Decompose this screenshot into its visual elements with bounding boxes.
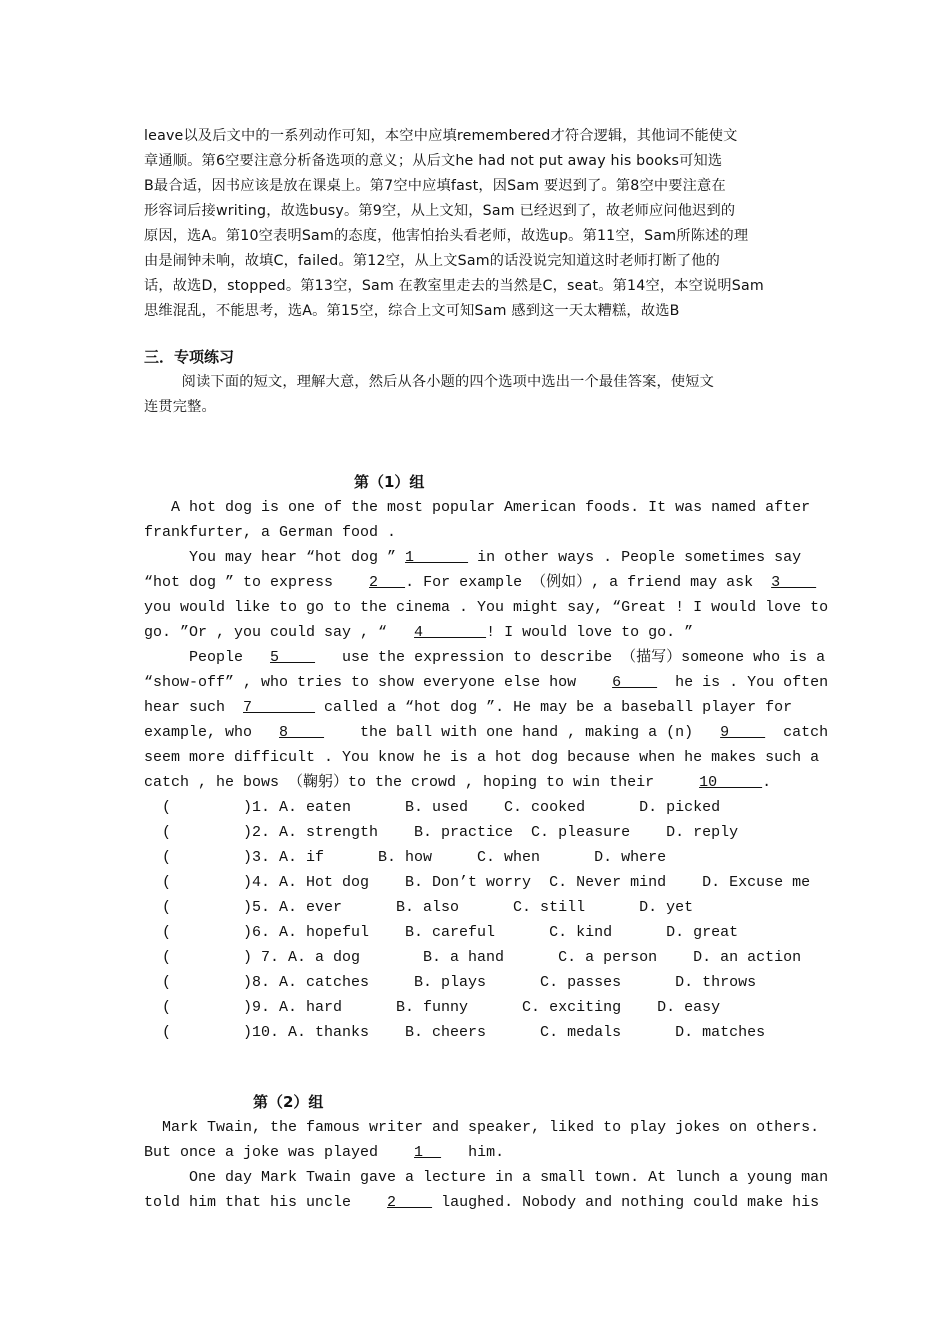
answer-blank: 10: [699, 774, 763, 791]
passage-line: A hot dog is one of the most popular American foods. It was named after: [144, 499, 811, 516]
answer-blank: 7: [243, 699, 316, 716]
passage-line: Mark Twain, the famous writer and speaker, liked to play jokes on others.: [144, 1119, 820, 1136]
question-row: ( )2. A. strength B. practice C. pleasure D. reply: [162, 824, 739, 841]
passage-line: example, who 8 the ball with one hand , making a (n) 9 catch: [144, 724, 829, 741]
passage-line: told him that his uncle 2 laughed. Nobody and nothing could make his: [144, 1194, 820, 1211]
text-line: 章通顺。第6空要注意分析备选项的意义；从后文he had not put away his books可知选: [144, 153, 723, 169]
question-row: ( ) 7. A. a dog B. a hand C. a person D. an action: [162, 949, 802, 966]
text-line: leave以及后文中的一系列动作可知，本空中应填remembered才符合逻辑，其他词不能使文: [144, 128, 738, 144]
question-row: ( )10. A. thanks B. cheers C. medals D. matches: [162, 1024, 766, 1041]
text-line: 由是闹钟未响，故填C，failed。第12空，从上文Sam的话没说完知道这时老师打断了他的: [144, 253, 720, 269]
answer-blank: 2: [369, 574, 406, 591]
passage-line: “show-off” , who tries to show everyone else how 6 he is . You often: [144, 674, 829, 691]
question-row: ( )3. A. if B. how C. when D. where: [162, 849, 667, 866]
passage-line: “hot dog ” to express 2 . For example （例如）, a friend may ask 3: [144, 574, 817, 591]
passage-line: catch , he bows （鞠躬）to the crowd , hoping to win their 10 .: [144, 774, 772, 791]
answer-blank: 4: [414, 624, 487, 641]
passage-line: hear such 7 called a “hot dog ”. He may be a baseball player for: [144, 699, 793, 716]
answer-blank: 5: [270, 649, 316, 666]
group-2-title: 第（2）组: [253, 1093, 324, 1111]
question-row: ( )4. A. Hot dog B. Don’t worry C. Never mind D. Excuse me: [162, 874, 811, 891]
text-line: 话，故选D，stopped。第13空，Sam 在教室里走去的当然是C，seat。第14空，本空说明Sam: [144, 278, 764, 294]
question-row: ( )8. A. catches B. plays C. passes D. throws: [162, 974, 757, 991]
text-line: 形容词后接writing，故选busy。第9空，从上文知，Sam 已经迟到了，故老师应问他迟到的: [144, 203, 736, 219]
passage-line: You may hear “hot dog ” 1 in other ways . People sometimes say: [144, 549, 802, 566]
answer-blank: 3: [771, 574, 817, 591]
answer-blank: 9: [720, 724, 766, 741]
answer-blank: 2: [387, 1194, 433, 1211]
passage-line: go. ”Or , you could say , “ 4 ! I would love to go. ”: [144, 624, 694, 641]
passage-line: you would like to go to the cinema . You might say, “Great ! I would love to: [144, 599, 829, 616]
question-row: ( )5. A. ever B. also C. still D. yet: [162, 899, 694, 916]
section-heading: 三．专项练习: [144, 348, 235, 366]
text-line: B最合适，因书应该是放在课桌上。第7空中应填fast，因Sam 要迟到了。第8空中要注意在: [144, 178, 726, 194]
question-row: ( )9. A. hard B. funny C. exciting D. easy: [162, 999, 721, 1016]
passage-line: People 5 use the expression to describe （描写）someone who is a: [144, 649, 826, 666]
text-line: 思维混乱，不能思考，选A。第15空，综合上文可知Sam 感到这一天太糟糕，故选B: [144, 303, 680, 319]
question-row: ( )6. A. hopeful B. careful C. kind D. great: [162, 924, 739, 941]
passage-line: frankfurter, a German food .: [144, 524, 397, 541]
passage-line: One day Mark Twain gave a lecture in a small town. At lunch a young man: [144, 1169, 829, 1186]
answer-blank: 1: [414, 1144, 442, 1161]
instruction-line: 连贯完整。: [144, 399, 216, 415]
answer-blank: 8: [279, 724, 325, 741]
answer-blank: 1: [405, 549, 469, 566]
text-line: 原因，选A。第10空表明Sam的态度，他害怕抬头看老师，故选up。第11空，Sam所陈述的理: [144, 228, 749, 244]
group-1-title: 第（1）组: [354, 473, 425, 491]
question-row: ( )1. A. eaten B. used C. cooked D. picked: [162, 799, 721, 816]
passage-line: But once a joke was played 1 him.: [144, 1144, 505, 1161]
instruction-line: 阅读下面的短文，理解大意，然后从各小题的四个选项中选出一个最佳答案，使短文: [144, 374, 715, 390]
answer-blank: 6: [612, 674, 658, 691]
passage-line: seem more difficult . You know he is a hot dog because when he makes such a: [144, 749, 820, 766]
